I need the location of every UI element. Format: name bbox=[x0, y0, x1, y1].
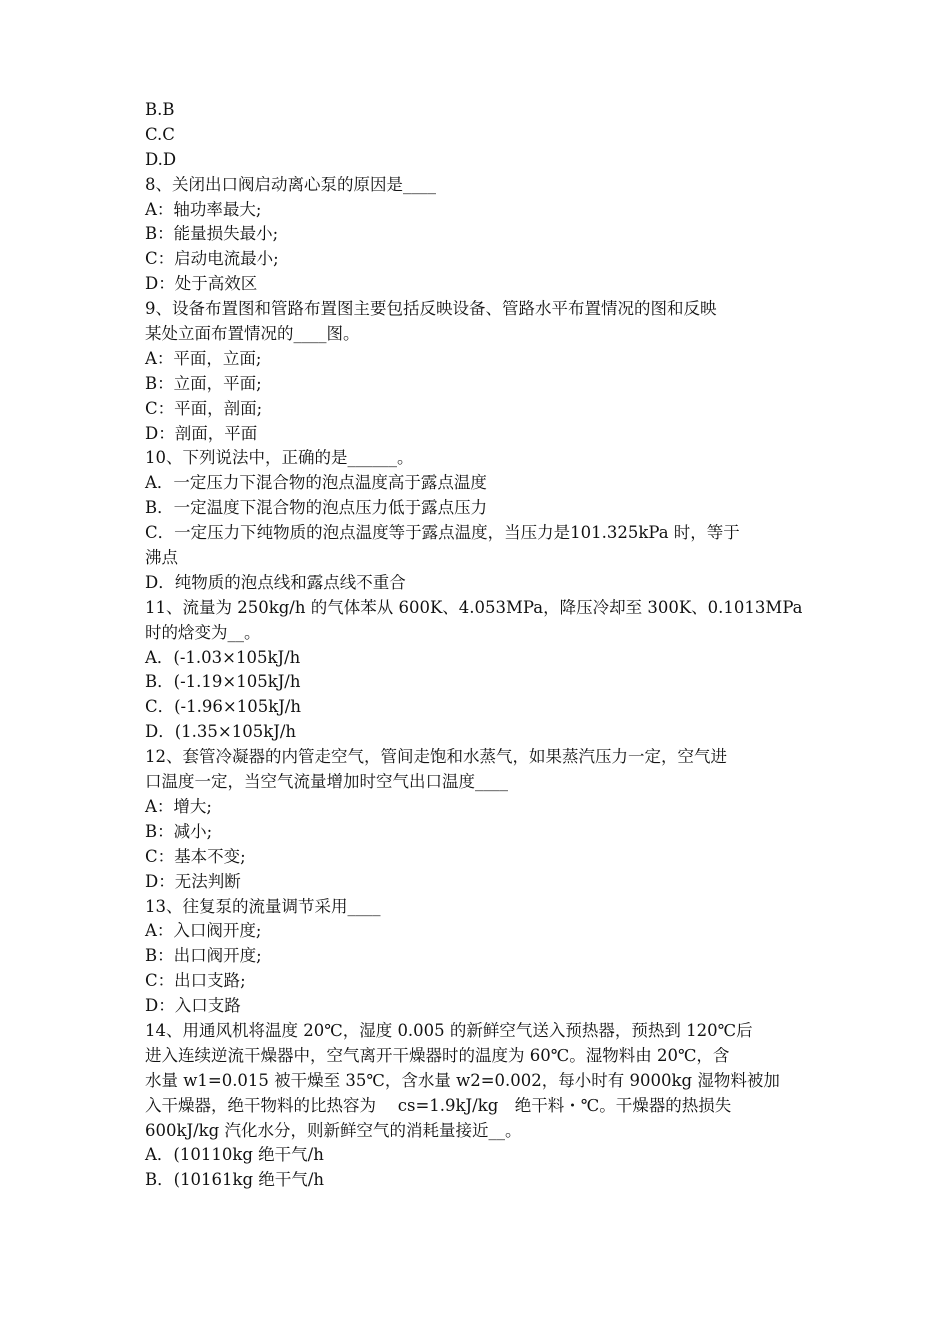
q8-option-c: C：启动电流最小; bbox=[145, 249, 279, 269]
q11-option-c: C．(-1.96×105kJ/h bbox=[145, 697, 301, 717]
q13-option-b: B：出口阀开度; bbox=[145, 946, 262, 966]
question-11: 11、流量为 250kg/h 的气体苯从 600K、4.053MPa，降压冷却至 300K、0.1013MPa bbox=[145, 597, 803, 617]
q10-option-a: A．一定压力下混合物的泡点温度高于露点温度 bbox=[145, 473, 487, 493]
q9-option-d: D：剖面，平面 bbox=[145, 423, 258, 443]
question-14: 14、用通风机将温度 20℃，湿度 0.005 的新鲜空气送入预热器，预热到 120℃后 bbox=[145, 1020, 753, 1040]
q13-option-a: A：入口阀开度; bbox=[145, 921, 262, 941]
question-14-cont-1: 进入连续逆流干燥器中，空气离开干燥器时的温度为 60℃。湿物料由 20℃，含 bbox=[145, 1045, 730, 1065]
document-page bbox=[145, 98, 825, 1193]
q13-option-c: C：出口支路; bbox=[145, 971, 246, 991]
question-12-cont: 口温度一定，当空气流量增加时空气出口温度____ bbox=[145, 772, 508, 792]
q8-option-d: D：处于高效区 bbox=[145, 274, 258, 294]
q9-option-b: B：立面，平面; bbox=[145, 373, 262, 393]
option-c: C.C bbox=[145, 124, 175, 144]
question-9-cont: 某处立面布置情况的____图。 bbox=[145, 324, 360, 344]
question-8: 8、关闭出口阀启动离心泵的原因是____ bbox=[145, 174, 436, 194]
q11-option-d: D．(1.35×105kJ/h bbox=[145, 722, 297, 742]
question-11-cont: 时的焓变为__。 bbox=[145, 622, 261, 642]
q8-option-b: B：能量损失最小; bbox=[145, 224, 279, 244]
q10-option-c-cont: 沸点 bbox=[145, 548, 178, 568]
option-b: B.B bbox=[145, 100, 175, 119]
q12-option-d: D：无法判断 bbox=[145, 871, 241, 891]
question-14-cont-2: 水量 w1=0.015 被干燥至 35℃，含水量 w2=0.002，每小时有 9000kg 湿物料被加 bbox=[145, 1070, 780, 1090]
q14-option-a: A．(10110kg 绝干气/h bbox=[145, 1145, 324, 1165]
q12-option-c: C：基本不变; bbox=[145, 846, 246, 866]
q14-option-b: B．(10161kg 绝干气/h bbox=[145, 1170, 325, 1190]
q9-option-a: A：平面，立面; bbox=[145, 348, 262, 368]
q11-option-b: B．(-1.19×105kJ/h bbox=[145, 672, 301, 692]
q13-option-d: D：入口支路 bbox=[145, 996, 241, 1016]
question-12: 12、套管冷凝器的内管走空气，管间走饱和水蒸气，如果蒸汽压力一定，空气进 bbox=[145, 747, 727, 767]
q12-option-a: A：增大; bbox=[145, 796, 212, 816]
question-13: 13、往复泵的流量调节采用____ bbox=[145, 896, 381, 916]
question-9: 9、设备布置图和管路布置图主要包括反映设备、管路水平布置情况的图和反映 bbox=[145, 299, 717, 319]
q11-option-a: A．(-1.03×105kJ/h bbox=[145, 647, 301, 667]
q12-option-b: B：减小; bbox=[145, 821, 213, 841]
q8-option-a: A：轴功率最大; bbox=[145, 199, 262, 219]
option-d: D.D bbox=[145, 149, 177, 169]
q10-option-b: B．一定温度下混合物的泡点压力低于露点压力 bbox=[145, 498, 488, 518]
question-10: 10、下列说法中，正确的是______。 bbox=[145, 448, 414, 468]
question-14-cont-4: 600kJ/kg 汽化水分，则新鲜空气的消耗量接近__。 bbox=[145, 1120, 522, 1140]
q10-option-d: D．纯物质的泡点线和露点线不重合 bbox=[145, 572, 406, 592]
q10-option-c: C．一定压力下纯物质的泡点温度等于露点温度，当压力是101.325kPa 时，等于 bbox=[145, 523, 740, 543]
q9-option-c: C：平面，剖面; bbox=[145, 398, 263, 418]
question-14-cont-3: 入干燥器，绝干物料的比热容为 cs=1.9kJ/kg 绝干料・℃。干燥器的热损失 bbox=[145, 1095, 732, 1115]
